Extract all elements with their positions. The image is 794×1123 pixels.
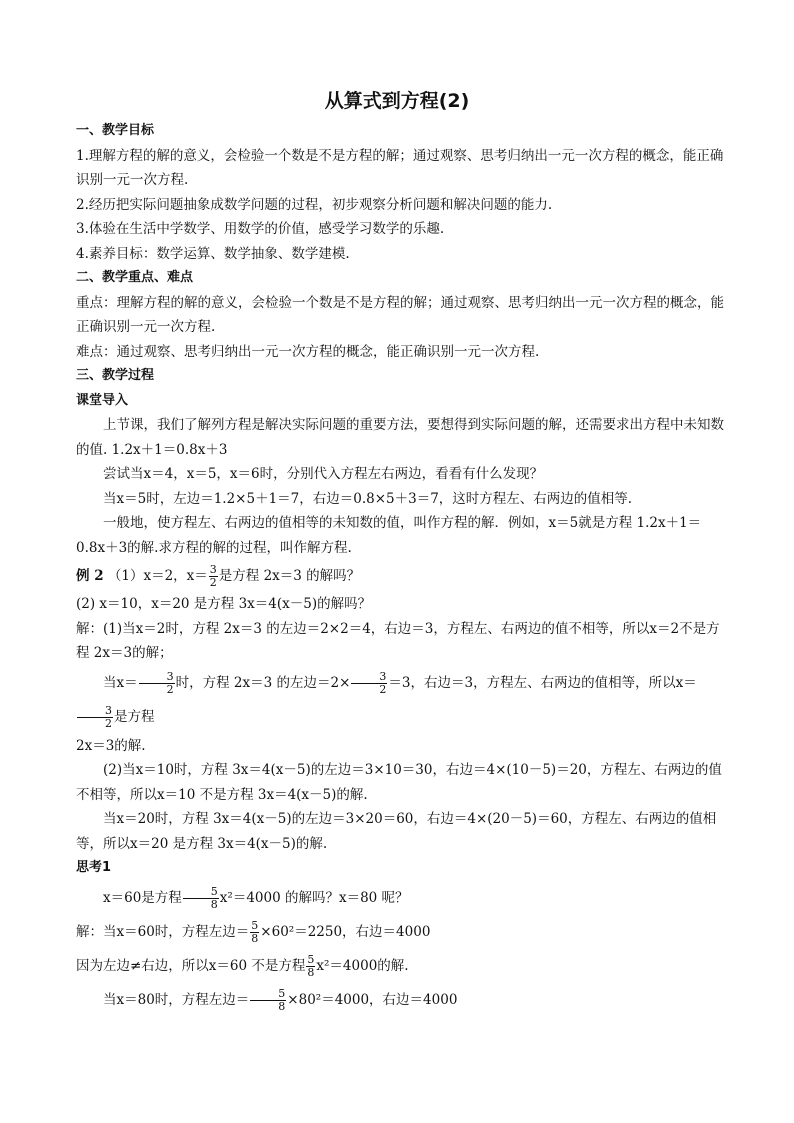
document-body [76, 119, 726, 1017]
intro-paragraph-3: 当x＝5时，左边＝1.2×5＋1＝7，右边＝0.8×5＋3＝7，这时方程左、右两边的值相等. [103, 490, 633, 507]
example-label: 例 2 [76, 568, 104, 584]
intro-paragraph-2: 尝试当x＝4，x＝5，x＝6时，分别代入方程左右两边，看看有什么发现？ [103, 466, 544, 482]
think-question: x＝60是方程 $\frac{5}{8}$ x²＝4000 的解吗？x＝80 呢？ [103, 884, 409, 911]
objective-3: 3.体验在生活中学数学、用数学的价值，感受学习数学的乐趣. [76, 221, 445, 237]
objective-1: 1.理解方程的解的意义，会检验一个数是不是方程的解；通过观察、思考归纳出一元一次方程的概念，能正确识别一元一次方程. [76, 147, 724, 188]
difficult-point: 难点：通过观察、思考归纳出一元一次方程的概念，能正确识别一元一次方程. [76, 343, 540, 360]
section-heading-key-points: 二、教学重点、难点 [76, 270, 194, 285]
example-2-answer-4: 当x＝20时，方程 3x＝4(x－5)的左边＝3×20＝60，右边＝4×(20－5)＝60，方程左、右两边的值相等，所以x＝20 是方程 3x＝4(x－5)的解. [76, 811, 717, 852]
example-2-answer-1: 解：(1)当x＝2时，方程 2x＝3 的左边＝2×2＝4，右边＝3，方程左、右两边的值不相等，所以x＝2不是方程 2x＝3的解； [76, 620, 720, 661]
example-2-question-1: 例 2 （1）x＝2，x＝ $\frac{3}{2}$ 是方程 2x＝3 的解吗？ [76, 563, 361, 589]
fraction: $\frac{5}{8}$ [251, 918, 259, 945]
key-point: 重点：理解方程的解的意义，会检验一个数是不是方程的解；通过观察、思考归纳出一元一次方程的概念，能正确识别一元一次方程. [76, 294, 724, 335]
subheading-intro: 课堂导入 [76, 392, 129, 408]
think-solution-1: 解：当x＝60时，方程左边＝ $\frac{5}{8}$ ×60²＝2250，右边＝4000 [76, 918, 431, 945]
think-solution-2: 因为左边≠右边，所以x＝60 不是方程 $\frac{5}{8}$ x²＝4000的解. [76, 952, 409, 979]
fraction: $\frac{3}{2}$ [209, 563, 217, 589]
fraction: $\frac{3}{2}$ [139, 671, 175, 696]
fraction: $\frac{5}{8}$ [250, 988, 286, 1013]
section-heading-process: 三、教学过程 [76, 368, 155, 383]
fraction: $\frac{5}{8}$ [307, 952, 315, 979]
fraction: $\frac{3}{2}$ [351, 671, 387, 696]
example-2-answer-2: 当x＝ $\frac{3}{2}$ 时，方程 2x＝3 的左边＝2× $\frac{3}{2}$ ＝3，右边＝3，方程左、右两边的值相等，所以x＝ $\frac{3}{2}$ 是方程 [76, 666, 726, 734]
objective-4: 4.素养目标：数学运算、数学抽象、数学建模. [76, 245, 350, 262]
intro-paragraph-4: 一般地，使方程左、右两边的值相等的未知数的值，叫作方程的解．例如，x＝5就是方程 1.2x＋1＝0.8x＋3的解.求方程的解的过程，叫作解方程. [76, 515, 702, 556]
example-2-question-2: (2) x＝10，x＝20 是方程 3x＝4(x－5)的解吗？ [76, 596, 372, 612]
objective-2: 2.经历把实际问题抽象成数学问题的过程，初步观察分析问题和解决问题的能力. [76, 196, 553, 213]
section-heading-objectives: 一、教学目标 [76, 123, 155, 138]
intro-paragraph-1: 上节课，我们了解列方程是解决实际问题的重要方法，要想得到实际问题的解，还需要求出方程中未知数的值. 1.2x＋1＝0.8x＋3 [76, 417, 724, 458]
think-solution-3: 当x＝80时，方程左边＝ $\frac{5}{8}$ ×80²＝4000，右边＝4000 [103, 986, 458, 1013]
fraction: $\frac{3}{2}$ [77, 705, 113, 730]
example-2-answer-2-end: 2x＝3的解. [76, 737, 146, 754]
example-2-answer-3: (2)当x＝10时，方程 3x＝4(x－5)的左边＝3×10＝30，右边＝4×(10－5)＝20，方程左、右两边的值不相等，所以x＝10 不是方程 3x＝4(x－5)的解. [76, 762, 722, 803]
think-heading: 思考1 [76, 860, 112, 875]
page-title: 从算式到方程(2) [324, 90, 470, 112]
fraction: $\frac{5}{8}$ [183, 886, 219, 911]
